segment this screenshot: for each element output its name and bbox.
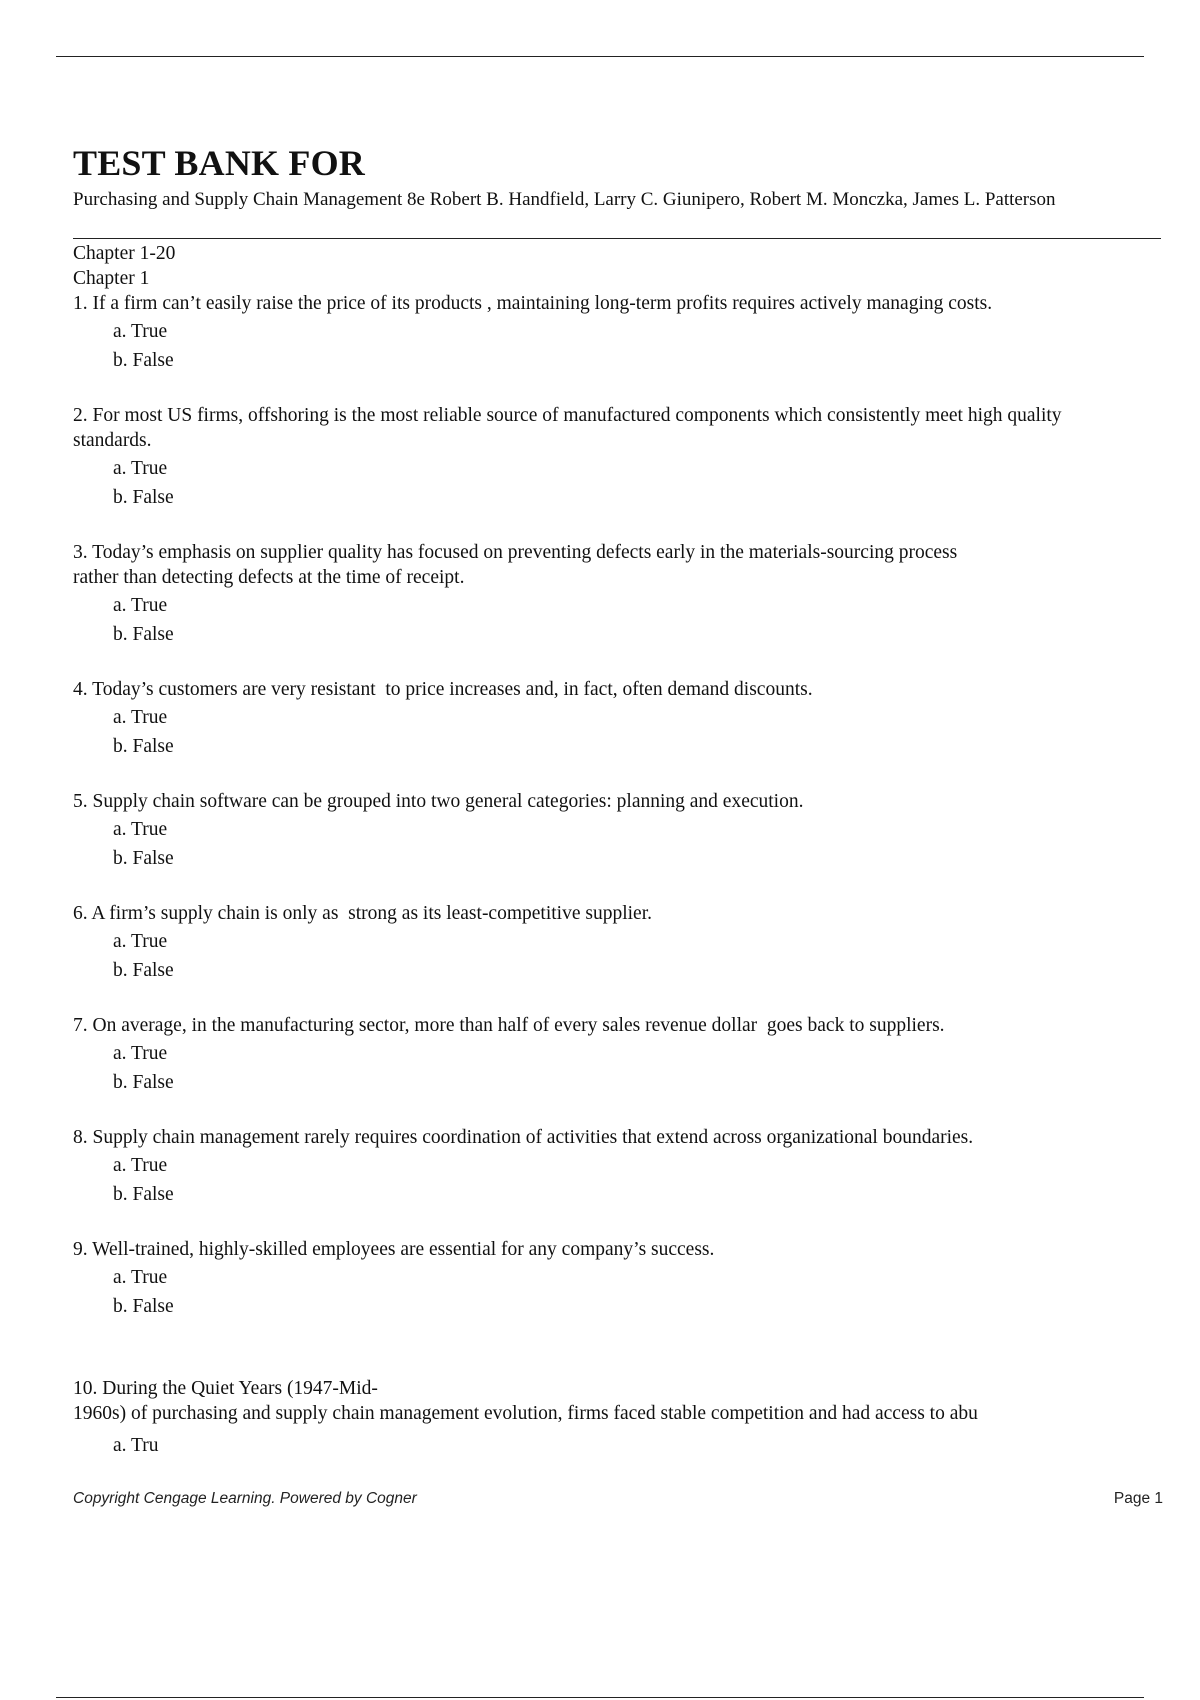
option-true: a. True bbox=[113, 1267, 168, 1288]
option-true: a. True bbox=[113, 595, 168, 616]
question-text: 4. Today’s customers are very resistant to price increases and, in fact, often demand discounts. bbox=[73, 679, 813, 700]
option-true: a. True bbox=[113, 1043, 168, 1064]
question-5 bbox=[73, 789, 1173, 872]
question-text: 5. Supply chain software can be grouped into two general categories: planning and execution. bbox=[73, 791, 804, 812]
question-6 bbox=[73, 901, 1173, 984]
chapter-heading: Chapter 1 bbox=[73, 268, 150, 289]
footer-copyright: Copyright Cengage Learning. Powered by Cogner bbox=[73, 1490, 417, 1507]
question-7 bbox=[73, 1013, 1173, 1096]
title-divider bbox=[73, 238, 1161, 239]
question-text: 1. If a firm can’t easily raise the price of its products , maintaining long-term profits requires actively managing costs. bbox=[73, 293, 993, 314]
question-10 bbox=[73, 1376, 1200, 1459]
question-text-line-2: 1960s) of purchasing and supply chain management evolution, firms faced stable competition and had access to abu bbox=[73, 1403, 978, 1424]
document-subtitle: Purchasing and Supply Chain Management 8e Robert B. Handfield, Larry C. Giunipero, Robert M. Monczka, James L. Patterson bbox=[73, 189, 1056, 210]
option-true: a. True bbox=[113, 321, 168, 342]
footer-page-number: Page 1 bbox=[1113, 1490, 1163, 1507]
option-false: b. False bbox=[113, 624, 174, 645]
option-true: a. Tru bbox=[113, 1435, 159, 1456]
option-false: b. False bbox=[113, 848, 174, 869]
page-bottom-rule bbox=[56, 1697, 1144, 1698]
question-text: 2. For most US firms, offshoring is the most reliable source of manufactured components which consistently meet high quality standards. bbox=[73, 405, 1062, 451]
question-1 bbox=[73, 291, 1173, 374]
option-false: b. False bbox=[113, 487, 174, 508]
option-false: b. False bbox=[113, 1072, 174, 1093]
option-true: a. True bbox=[113, 707, 168, 728]
question-text-line-1: 10. During the Quiet Years (1947-Mid- bbox=[73, 1378, 378, 1399]
question-text: 7. On average, in the manufacturing sector, more than half of every sales revenue dollar goes back to suppliers. bbox=[73, 1015, 945, 1036]
option-false: b. False bbox=[113, 1184, 174, 1205]
option-true: a. True bbox=[113, 458, 168, 479]
option-false: b. False bbox=[113, 960, 174, 981]
question-4 bbox=[73, 677, 1173, 760]
option-true: a. True bbox=[113, 819, 168, 840]
question-9 bbox=[73, 1237, 1173, 1320]
document-title: TEST BANK FOR bbox=[73, 143, 366, 183]
option-true: a. True bbox=[113, 931, 168, 952]
page-top-rule bbox=[56, 56, 1144, 57]
question-text: 6. A firm’s supply chain is only as strong as its least-competitive supplier. bbox=[73, 903, 652, 924]
question-list bbox=[73, 241, 1173, 1349]
question-3 bbox=[73, 540, 1173, 648]
option-false: b. False bbox=[113, 736, 174, 757]
question-8 bbox=[73, 1125, 1173, 1208]
option-false: b. False bbox=[113, 1296, 174, 1317]
question-text: 9. Well-trained, highly-skilled employees are essential for any company’s success. bbox=[73, 1239, 715, 1260]
option-true: a. True bbox=[113, 1155, 168, 1176]
question-text: 3. Today’s emphasis on supplier quality has focused on preventing defects early in the materials-sourcing process rather than detecting defects at the time of receipt. bbox=[73, 542, 958, 588]
chapter-range: Chapter 1-20 bbox=[73, 243, 176, 264]
question-2 bbox=[73, 403, 1173, 511]
option-false: b. False bbox=[113, 350, 174, 371]
question-text: 8. Supply chain management rarely requires coordination of activities that extend across organizational boundaries. bbox=[73, 1127, 974, 1148]
